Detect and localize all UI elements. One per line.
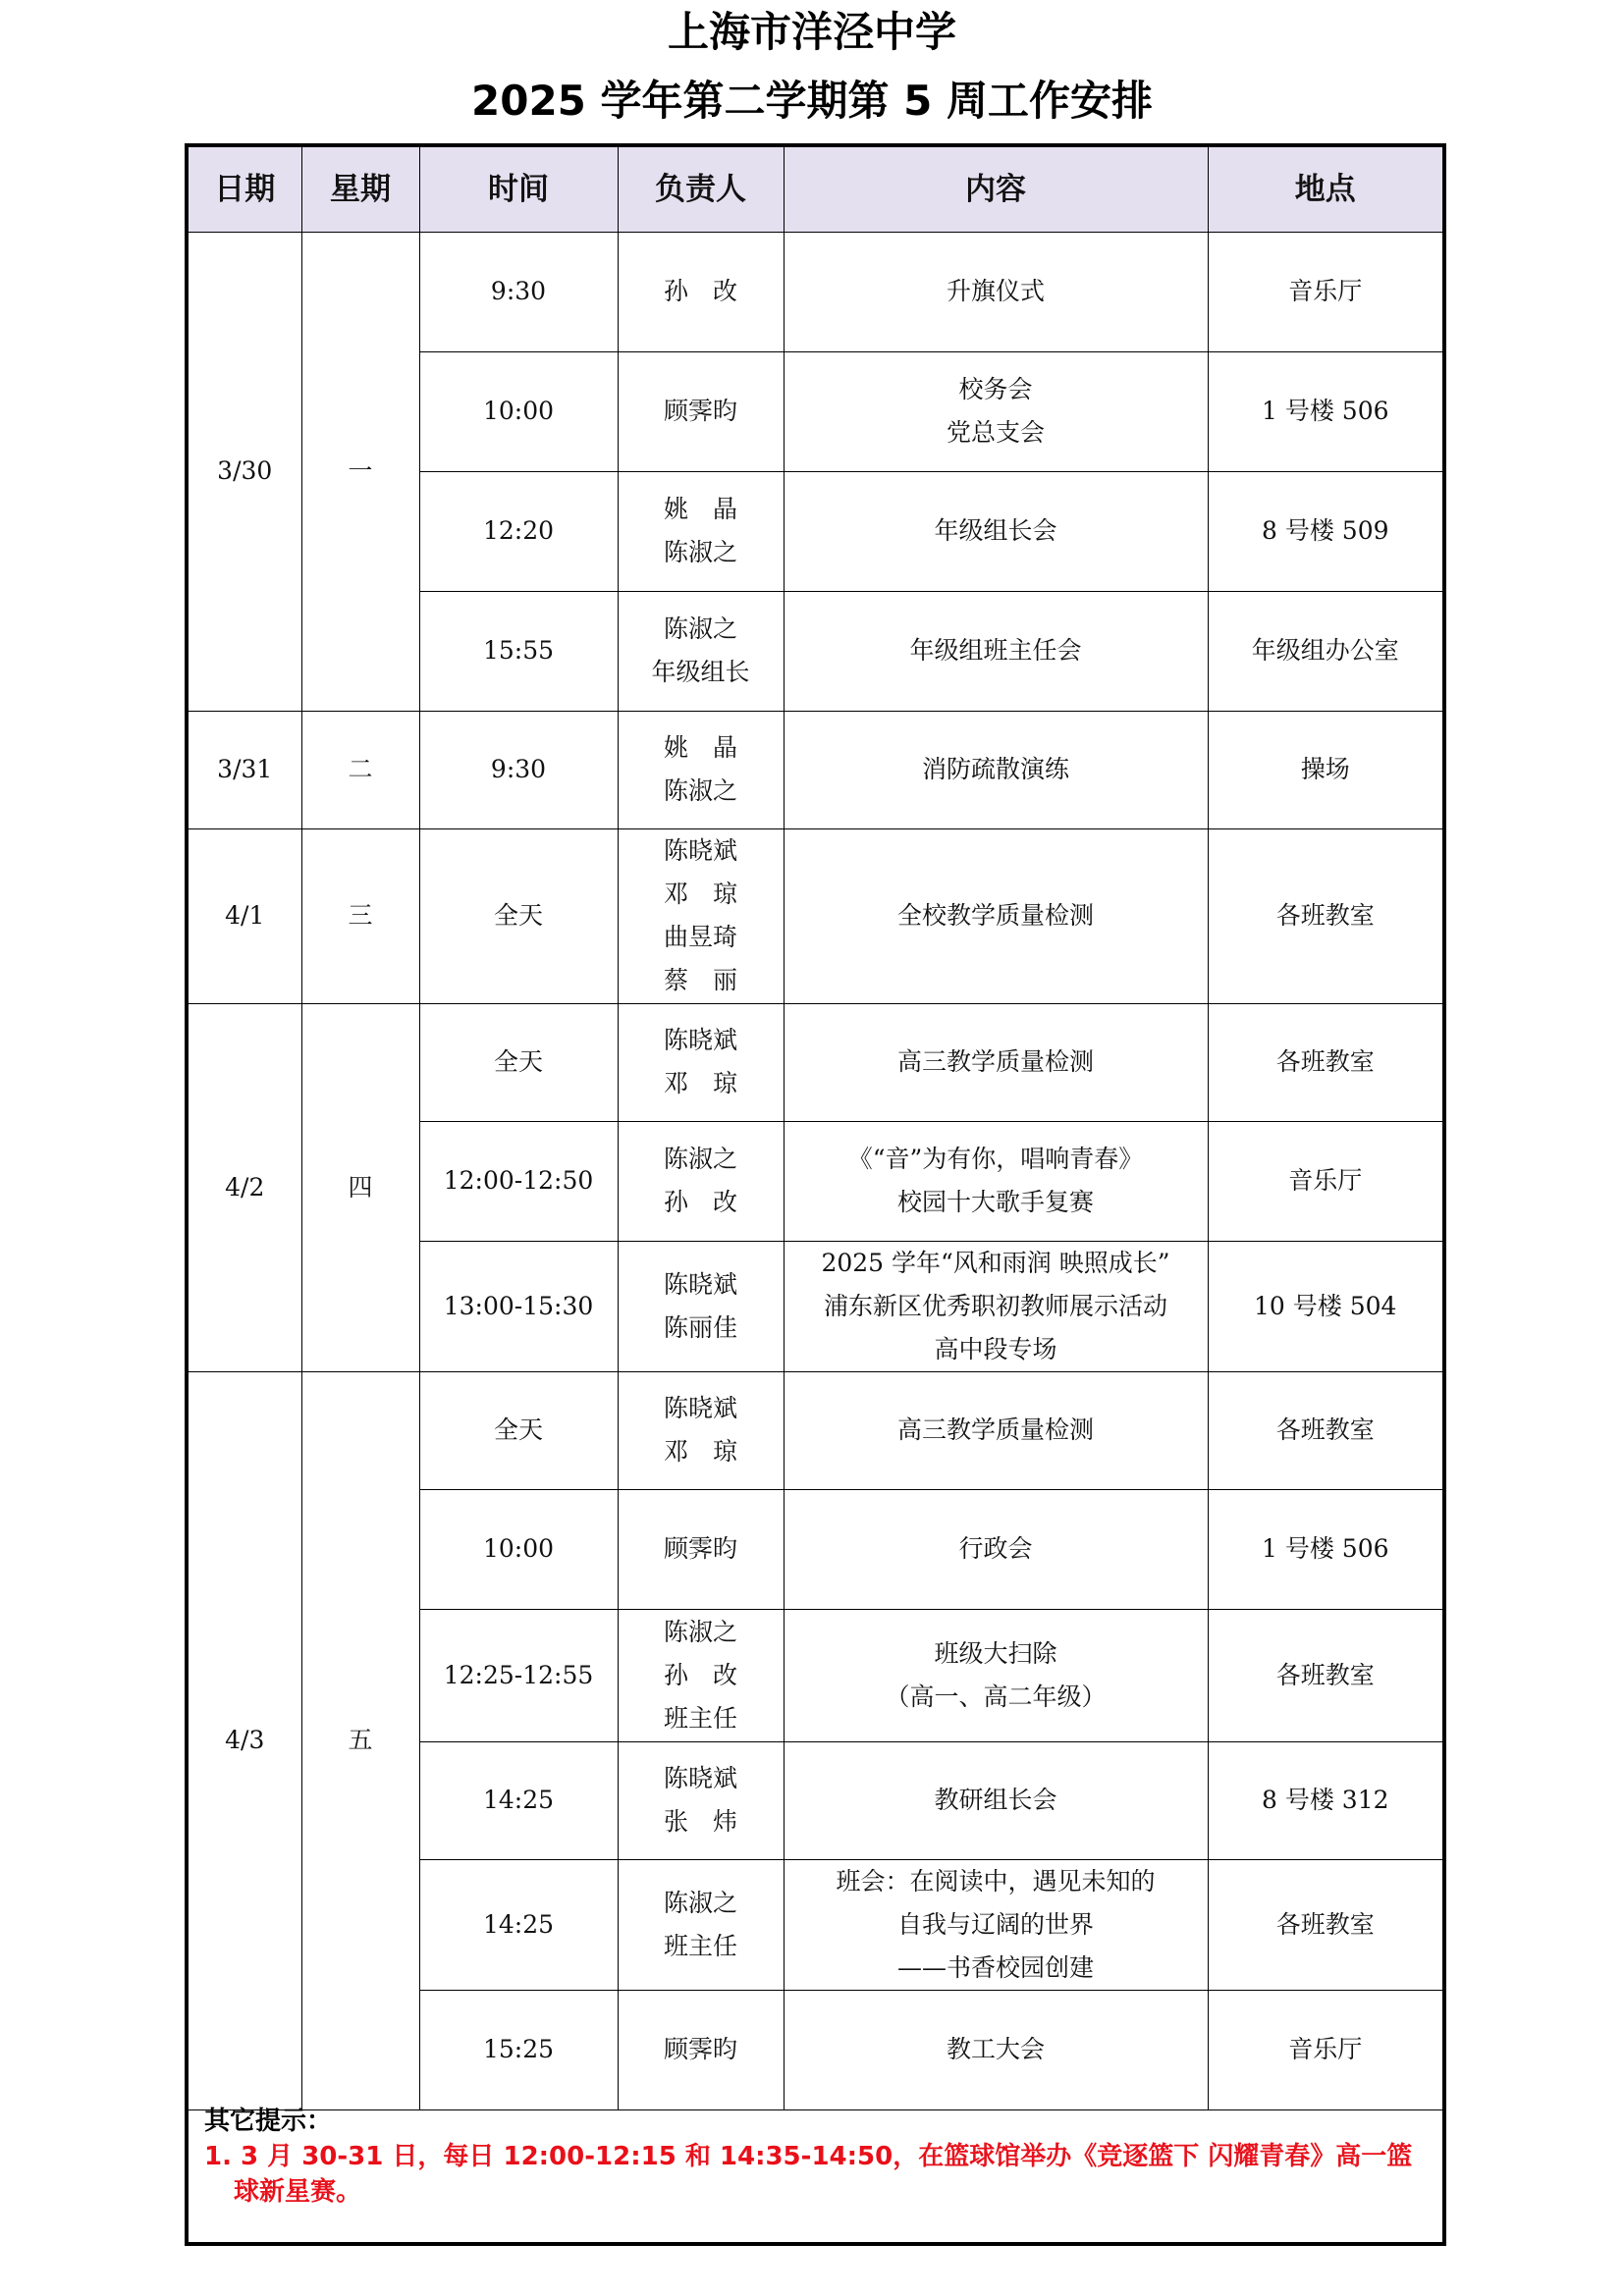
person-line: 陈淑之 bbox=[663, 1888, 737, 1917]
person-line: 年级组长 bbox=[651, 658, 750, 686]
content-line: 班级大扫除 bbox=[934, 1638, 1057, 1668]
person-cell bbox=[618, 1121, 784, 1241]
content-line: ——书香校园创建 bbox=[896, 1952, 1094, 1982]
time-cell: 全天 bbox=[419, 1003, 618, 1121]
place-cell: 音乐厅 bbox=[1208, 1990, 1442, 2109]
person-cell bbox=[618, 711, 784, 828]
schedule-sheet bbox=[185, 143, 1446, 2246]
col-header-weekday: 星期 bbox=[301, 147, 419, 232]
date-cell: 4/3 bbox=[189, 1371, 301, 2109]
schedule-table bbox=[189, 147, 1442, 2110]
person-line: 陈淑之 bbox=[663, 1145, 737, 1173]
content-cell bbox=[784, 1609, 1208, 1741]
content-cell bbox=[784, 1859, 1208, 1990]
place-cell: 音乐厅 bbox=[1208, 1121, 1442, 1241]
person-line: 陈淑之 bbox=[663, 776, 737, 805]
content-cell bbox=[784, 591, 1208, 711]
time-cell: 全天 bbox=[419, 828, 618, 1003]
place-cell: 8 号楼 509 bbox=[1208, 471, 1442, 591]
person-cell bbox=[618, 1990, 784, 2109]
person-line: 陈晓斌 bbox=[663, 1269, 737, 1299]
place-cell: 各班教室 bbox=[1208, 1609, 1442, 1741]
person-line: 班主任 bbox=[663, 1703, 737, 1733]
place-cell: 音乐厅 bbox=[1208, 232, 1442, 351]
time-cell: 14:25 bbox=[419, 1741, 618, 1859]
content-cell bbox=[784, 828, 1208, 1003]
content-line: 年级组班主任会 bbox=[909, 636, 1082, 665]
person-line: 邓 琼 bbox=[663, 1437, 737, 1466]
content-cell bbox=[784, 471, 1208, 591]
person-cell bbox=[618, 1371, 784, 1489]
time-cell: 9:30 bbox=[419, 232, 618, 351]
place-cell: 年级组办公室 bbox=[1208, 591, 1442, 711]
table-row bbox=[189, 1003, 1442, 1121]
person-cell bbox=[618, 1609, 784, 1741]
content-cell bbox=[784, 1121, 1208, 1241]
person-line: 陈晓斌 bbox=[663, 1026, 737, 1054]
person-line: 姚 晶 bbox=[663, 733, 737, 762]
place-cell: 各班教室 bbox=[1208, 1003, 1442, 1121]
person-line: 邓 琼 bbox=[663, 880, 737, 908]
content-cell bbox=[784, 1003, 1208, 1121]
person-line: 陈晓斌 bbox=[663, 1764, 737, 1792]
time-cell: 12:00-12:50 bbox=[419, 1121, 618, 1241]
content-cell bbox=[784, 1489, 1208, 1609]
time-cell: 15:55 bbox=[419, 591, 618, 711]
person-line: 班主任 bbox=[663, 1931, 737, 1960]
notes-title: 其它提示： bbox=[204, 2107, 333, 2136]
place-cell: 10 号楼 504 bbox=[1208, 1241, 1442, 1371]
person-cell bbox=[618, 1003, 784, 1121]
person-line: 顾霁昀 bbox=[663, 1534, 737, 1563]
table-row bbox=[189, 1371, 1442, 1489]
content-line: 高三教学质量检测 bbox=[896, 1047, 1094, 1076]
content-cell bbox=[784, 351, 1208, 471]
content-cell bbox=[784, 711, 1208, 828]
date-cell: 4/1 bbox=[189, 828, 301, 1003]
place-cell: 1 号楼 506 bbox=[1208, 351, 1442, 471]
time-cell: 10:00 bbox=[419, 1489, 618, 1609]
person-line: 蔡 丽 bbox=[663, 966, 737, 994]
content-cell bbox=[784, 232, 1208, 351]
content-line: 校务会 bbox=[958, 375, 1033, 403]
content-line: 教研组长会 bbox=[934, 1786, 1057, 1814]
content-line: 升旗仪式 bbox=[946, 277, 1045, 305]
person-line: 曲昱琦 bbox=[663, 923, 737, 951]
time-cell: 10:00 bbox=[419, 351, 618, 471]
person-cell bbox=[618, 591, 784, 711]
person-line: 孙 改 bbox=[663, 1660, 737, 1689]
content-cell bbox=[784, 1371, 1208, 1489]
person-cell bbox=[618, 232, 784, 351]
content-line: 高中段专场 bbox=[934, 1334, 1057, 1363]
time-cell: 全天 bbox=[419, 1371, 618, 1489]
weekday-cell: 一 bbox=[301, 232, 419, 711]
content-line: （高一、高二年级） bbox=[885, 1682, 1107, 1711]
content-line: 教工大会 bbox=[946, 2035, 1045, 2063]
place-cell: 各班教室 bbox=[1208, 1371, 1442, 1489]
person-cell bbox=[618, 1859, 784, 1990]
place-cell: 各班教室 bbox=[1208, 828, 1442, 1003]
content-line: 党总支会 bbox=[946, 418, 1045, 447]
person-line: 孙 改 bbox=[663, 1188, 737, 1216]
date-cell: 3/30 bbox=[189, 232, 301, 711]
content-line: 自我与辽阔的世界 bbox=[896, 1909, 1094, 1939]
date-cell: 4/2 bbox=[189, 1003, 301, 1371]
person-cell bbox=[618, 1241, 784, 1371]
person-line: 陈淑之 bbox=[663, 1617, 737, 1646]
col-header-place: 地点 bbox=[1208, 147, 1442, 232]
col-header-time: 时间 bbox=[419, 147, 618, 232]
person-cell bbox=[618, 471, 784, 591]
table-row bbox=[189, 232, 1442, 351]
header-row bbox=[189, 147, 1442, 232]
content-line: 年级组长会 bbox=[934, 516, 1057, 545]
col-header-date: 日期 bbox=[189, 147, 301, 232]
place-cell: 操场 bbox=[1208, 711, 1442, 828]
note-item: 1. 3 月 30-31 日，每日 12:00-12:15 和 14:35-14:50，在篮球馆举办《竞逐篮下 闪耀青春》高一篮球新星赛。 bbox=[204, 2142, 1413, 2207]
table-row bbox=[189, 711, 1442, 828]
place-cell: 各班教室 bbox=[1208, 1859, 1442, 1990]
content-cell bbox=[784, 1241, 1208, 1371]
time-cell: 12:20 bbox=[419, 471, 618, 591]
person-line: 陈丽佳 bbox=[663, 1312, 737, 1342]
person-line: 邓 琼 bbox=[663, 1069, 737, 1097]
content-line: 校园十大歌手复赛 bbox=[896, 1188, 1094, 1216]
time-cell: 15:25 bbox=[419, 1990, 618, 2109]
person-line: 顾霁昀 bbox=[663, 2035, 737, 2063]
person-line: 孙 改 bbox=[663, 277, 737, 305]
content-line: 全校教学质量检测 bbox=[896, 901, 1094, 930]
content-cell bbox=[784, 1990, 1208, 2109]
person-line: 陈淑之 bbox=[663, 538, 737, 566]
weekday-cell: 五 bbox=[301, 1371, 419, 2109]
school-title: 上海市洋泾中学 bbox=[667, 8, 956, 56]
person-cell bbox=[618, 351, 784, 471]
person-line: 陈晓斌 bbox=[663, 1394, 737, 1422]
person-line: 陈晓斌 bbox=[663, 836, 737, 865]
person-line: 陈淑之 bbox=[663, 614, 737, 643]
table-row bbox=[189, 828, 1442, 1003]
person-line: 姚 晶 bbox=[663, 495, 737, 523]
weekday-cell: 四 bbox=[301, 1003, 419, 1371]
time-cell: 14:25 bbox=[419, 1859, 618, 1990]
person-cell bbox=[618, 1741, 784, 1859]
person-line: 顾霁昀 bbox=[663, 397, 737, 425]
content-line: 行政会 bbox=[958, 1534, 1033, 1563]
time-cell: 9:30 bbox=[419, 711, 618, 828]
place-cell: 8 号楼 312 bbox=[1208, 1741, 1442, 1859]
time-cell: 12:25-12:55 bbox=[419, 1609, 618, 1741]
content-line: 《“音”为有你，唱响青春》 bbox=[847, 1145, 1144, 1173]
date-cell: 3/31 bbox=[189, 711, 301, 828]
time-cell: 13:00-15:30 bbox=[419, 1241, 618, 1371]
content-cell bbox=[784, 1741, 1208, 1859]
place-cell: 1 号楼 506 bbox=[1208, 1489, 1442, 1609]
person-line: 张 炜 bbox=[663, 1807, 737, 1836]
content-line: 浦东新区优秀职初教师展示活动 bbox=[823, 1291, 1167, 1320]
col-header-person: 负责人 bbox=[618, 147, 784, 232]
content-line: 高三教学质量检测 bbox=[896, 1415, 1094, 1444]
content-line: 消防疏散演练 bbox=[921, 755, 1069, 783]
content-line: 班会：在阅读中，遇见未知的 bbox=[836, 1866, 1156, 1896]
content-line: 2025 学年“风和雨润 映照成长” bbox=[821, 1248, 1170, 1277]
schedule-body bbox=[189, 232, 1442, 2109]
person-cell bbox=[618, 1489, 784, 1609]
weekday-cell: 二 bbox=[301, 711, 419, 828]
weekday-cell: 三 bbox=[301, 828, 419, 1003]
schedule-subtitle: 2025 学年第二学期第 5 周工作安排 bbox=[471, 77, 1153, 125]
notes-section bbox=[204, 2104, 1432, 2210]
person-cell bbox=[618, 828, 784, 1003]
col-header-content: 内容 bbox=[784, 147, 1208, 232]
